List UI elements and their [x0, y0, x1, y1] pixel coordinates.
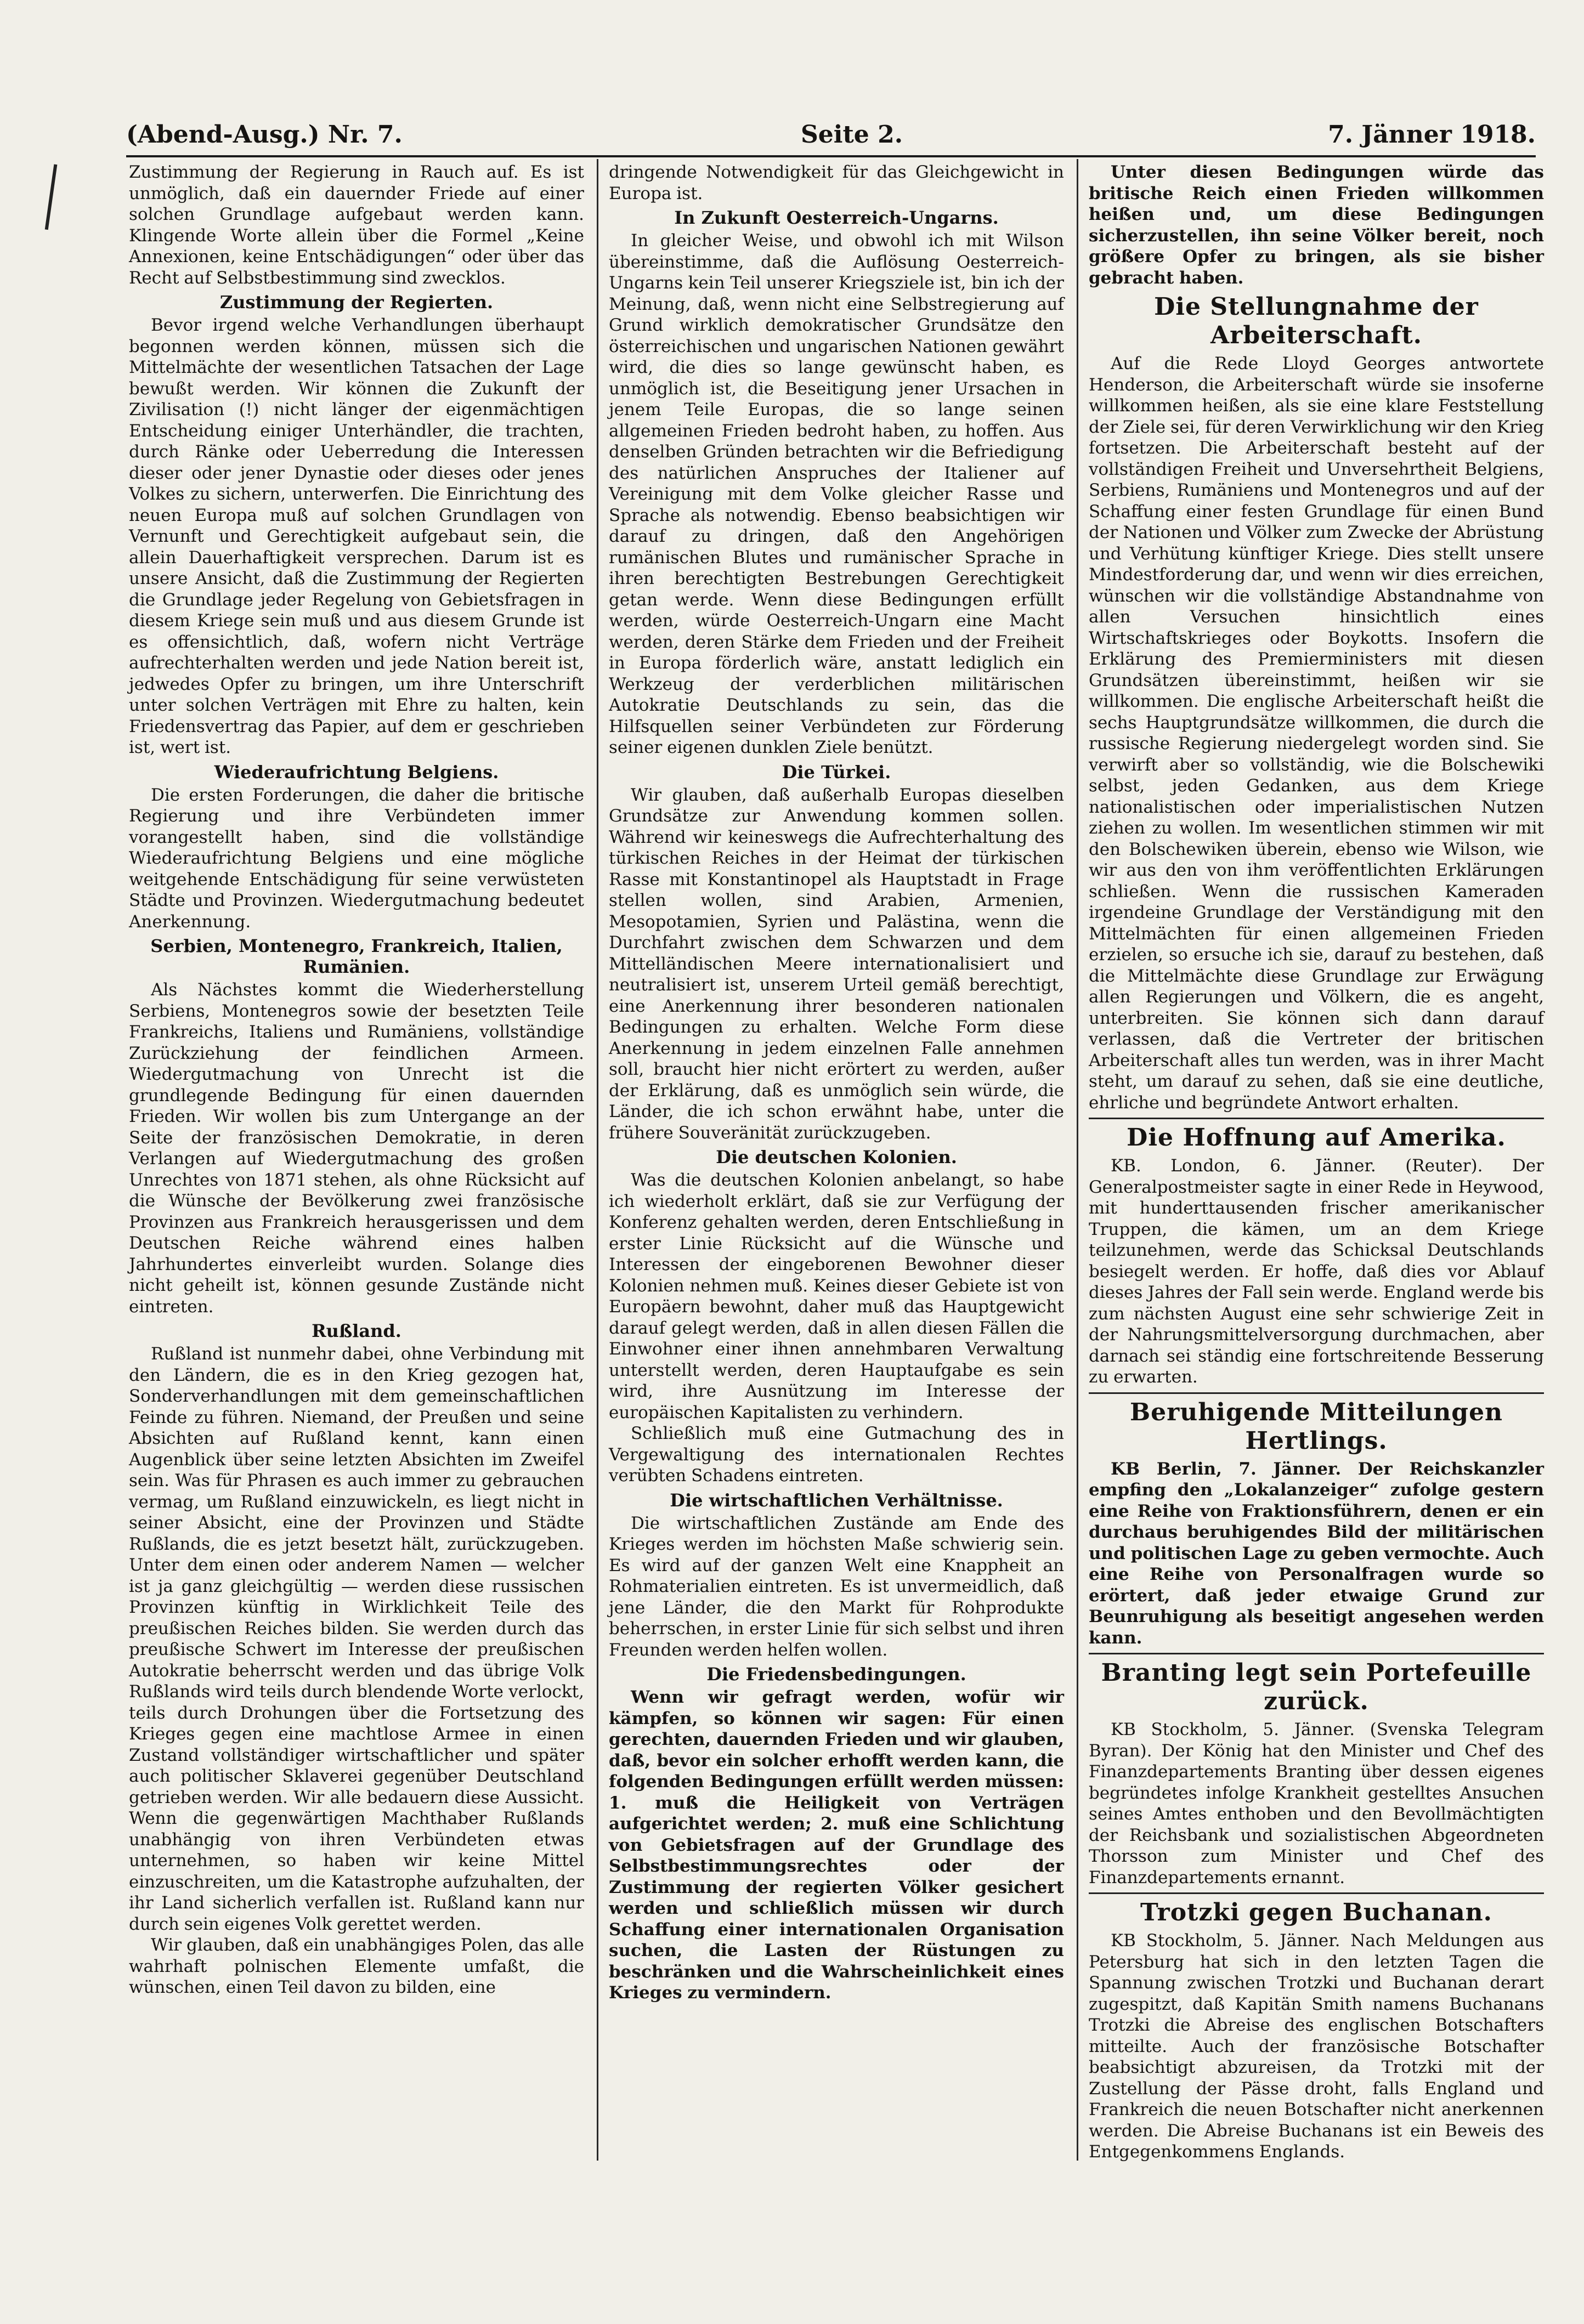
issue-label: (Abend-Ausg.) Nr. 7. — [126, 121, 403, 149]
page-header — [126, 115, 1536, 154]
section-heading: Die deutschen Kolonien. — [716, 1147, 957, 1167]
paragraph-bold: KB Berlin, 7. Jänner. Der Reichskanzler empfing den „Lokalanzeiger“ zufolge gestern eine Reihe von Fraktionsführern, denen er ein durchaus beruhigendes Bild der militärischen und politischen Lage zu geben vermochte. Auch eine Reihe von Personalfragen wurde so erörtert, daß jeder etwaige Grund zur Beunruhigung als beseitigt angesehen werden kann. — [1089, 1459, 1544, 1648]
paragraph: Die ersten Forderungen, die daher die britische Regierung und ihre Verbündeten immer vorangestellt haben, sind die vollständige Wiederaufrichtung Belgiens und eine mögliche weitgehende Entschädigung für seine verwüsteten Städte und Provinzen. Wiedergutmachung bedeutet Anerkennung. — [129, 785, 584, 932]
paragraph: Zustimmung der Regierung in Rauch auf. Es ist unmöglich, daß ein dauernder Friede auf einer solchen Grundlage aufgebaut werden kann. Klingende Worte allein über die Formel „Keine Annexionen, keine Entschädigungen“ oder über das Recht auf Selbstbestimmung sind zwecklos. — [129, 162, 584, 288]
section-heading: In Zukunft Oesterreich-Ungarns. — [674, 207, 999, 228]
section-heading: Serbien, Montenegro, Frankreich, Italien, Rumänien. — [150, 936, 563, 977]
section-heading: Die wirtschaftlichen Verhältnisse. — [670, 1489, 1003, 1511]
paragraph: Wir glauben, daß ein unabhängiges Polen, das alle wahrhaft polnischen Elemente umfaßt, die wünschen, einen Teil davon zu bilden, eine — [129, 1935, 584, 1997]
article-headline: Beruhigende Mitteilungen Hertlings. — [1089, 1392, 1544, 1455]
section-heading: Zustimmung der Regierten. — [219, 292, 494, 313]
paragraph-bold: Wenn wir gefragt werden, wofür wir kämpfen, so können wir sagen: Für einen gerechten, dauernden Frieden und wir glauben, daß, bevor ein solcher erhofft werden kann, die folgenden Bedingungen erfüllt werden müssen: 1. muß die Heiligkeit von Verträgen aufgerichtet werden; 2. muß eine Schlichtung von Gebietsfragen auf der Grundlage des Selbstbestimmungsrechtes oder der Zustimmung der regierten Völker gesichert werden und schließlich müssen wir durch Schaffung einer internationalen Organisation suchen, die Lasten der Rüstungen zu beschränken und die Wahrscheinlichkeit eines Krieges zu vermindern. — [609, 1687, 1064, 2003]
paragraph: Was die deutschen Kolonien anbelangt, so habe ich wiederholt erklärt, daß sie zur Verfügung der Konferenz gehalten werden, deren Entschließung in erster Linie Rücksicht auf die Wünsche und Interessen der eingeborenen Bewohner dieser Kolonien nehmen muß. Keines dieser Gebiete ist von Europäern bewohnt, daher muß das Hauptgewicht darauf gelegt werden, daß in allen diesen Fällen die Einwohner einer ihnen annehmbaren Verwaltung unterstellt werden, deren Hauptaufgabe es sein wird, ihre Ausnützung im Interesse der europäischen Kapitalisten zu verhindern. — [609, 1170, 1064, 1422]
section-heading: Wiederaufrichtung Belgiens. — [214, 761, 499, 783]
paragraph-bold: Unter diesen Bedingungen würde das britische Reich einen Frieden willkommen heißen und, um diese Bedingungen sicherzustellen, ihn seine Völker bereit, noch größere Opfer zu bringen, als sie bisher gebracht haben. — [1089, 162, 1544, 288]
paragraph: Auf die Rede Lloyd Georges antwortete Henderson, die Arbeiterschaft würde sie insoferne willkommen heißen, als sie eine klare Feststellung der Ziele sei, für deren Verwirklichung wir den Krieg fortsetzen. Die Arbeiterschaft besteht auf der vollständigen Freiheit und Unversehrtheit Belgiens, Serbiens, Rumäniens und Montenegros und auf der Schaffung einer festen Grundlage für einen Bund der Nationen und Völker zum Zwecke der Abrüstung und Verhütung künftiger Kriege. Dies stellt unsere Mindestforderung dar, und wenn wir dies erreichen, wünschen wir die vollständige Abstandnahme von allen Versuchen hinsichtlich eines Wirtschaftskrieges oder Boykotts. Insofern die Erklärung des Premierministers mit diesen Grundsätzen übereinstimmt, heißen wir sie willkommen. Die englische Arbeiterschaft heißt die sechs Hauptgrundsätze willkommen, die durch die russische Regierung niedergelegt worden sind. Sie verwirft aber so vollständig, wie die Bolschewiki selbst, jeden Gedanken, aus dem Kriege nationalistischen oder imperialistischen Nutzen ziehen zu wollen. Im wesentlichen stimmen wir mit den Bolschewiken überein, ebenso wie Wilson, wie wir aus den von ihm veröffentlichten Erklärungen schließen. Wenn die russischen Kameraden irgendeine Grundlage der Verständigung mit den Mittelmächten für einen allgemeinen Frieden erzielen, so ersuche ich sie, darauf zu bestehen, daß die Mittelmächte diese Grundlage zur Erwägung allen Regierungen und Völkern, die es angeht, unterbreiten. Sie können sich dann darauf verlassen, daß die Vertreter der britischen Arbeiterschaft alles tun werden, was in ihrer Macht steht, um darauf zu sehen, daß sie eine deutliche, ehrliche und begründete Antwort erhalten. — [1089, 354, 1544, 1113]
paragraph: Wir glauben, daß außerhalb Europas dieselben Grundsätze zur Anwendung kommen sollen. Während wir keineswegs die Aufrechterhaltung des türkischen Reiches in der Heimat der türkischen Rasse mit Konstantinopel als Hauptstadt in Frage stellen wollen, sind Arabien, Armenien, Mesopotamien, Syrien und Palästina, wenn die Durchfahrt zwischen dem Schwarzen und dem Mittelländischen Meere internationalisiert und neutralisiert ist, unserem Urteil gemäß berechtigt, eine Anerkennung ihrer besonderen nationalen Bedingungen zu erhalten. Welche Form diese Anerkennung in jedem einzelnen Falle annehmen soll, braucht hier nicht erörtert zu werden, außer der Erklärung, daß es unmöglich sein würde, die Länder, die ich schon erwähnt habe, unter die frühere Souveränität zurückzugeben. — [609, 785, 1064, 1143]
paragraph: KB. London, 6. Jänner. (Reuter). Der Generalpostmeister sagte in einer Rede in Heywood, mit hunderttausenden frischer amerikanischer Truppen, die kämen, um an dem Kriege teilzunehmen, werde das Schicksal Deutschlands besiegelt werden. Er hoffe, daß dies vor Ablauf dieses Jahres der Fall sein werde. England werde bis zum nächsten August eine sehr schwierige Zeit in der Nahrungsmittelversorgung durchmachen, aber darnach sei ständig eine fortschreitende Besserung zu erwarten. — [1089, 1156, 1544, 1387]
paragraph: Die wirtschaftlichen Zustände am Ende des Krieges werden im höchsten Maße schwierig sein. Es wird auf der ganzen Welt eine Knappheit an Rohmaterialien eintreten. Es ist unvermeidlich, daß jene Länder, die den Markt für Rohprodukte beherrschen, in erster Linie für sich selbst und ihren Freunden werden helfen wollen. — [609, 1513, 1064, 1660]
page-number: Seite 2. — [801, 121, 903, 149]
column-rule-2 — [1077, 159, 1078, 2161]
section-heading: Die Friedensbedingungen. — [706, 1664, 966, 1685]
paragraph: Bevor irgend welche Verhandlungen überhaupt begonnen werden können, müssen sich die Mittelmächte der wesentlichen Tatsachen der Lage bewußt werden. Wir können die Zukunft der Zivilisation (!) nicht länger der eigenmächtigen Entscheidung einiger Unterhändler, die trachten, durch Ränke oder Ueberredung die Interessen dieser oder jener Dynastie oder dieses oder jenes Volkes zu sichern, unterwerfen. Die Einrichtung des neuen Europa muß auf solchen Grundlagen von Vernunft und Gerechtigkeit aufgebaut sein, die allein Dauerhaftigkeit versprechen. Darum ist es unsere Ansicht, daß die Zustimmung der Regierten die Grundlage jeder Regelung von Gebietsfragen in diesem Kriege sein muß und aus diesem Grunde ist es offensichtlich, daß, wofern nicht Verträge aufrechterhalten werden und jede Nation bereit ist, jedwedes Opfer zu bringen, um ihre Unterschrift unter solchen Verträgen mit Ehre zu halten, kein Friedensvertrag das Papier, auf dem er geschrieben ist, wert ist. — [129, 315, 584, 757]
paragraph: Schließlich muß eine Gutmachung des in Vergewaltigung des internationalen Rechtes verübten Schadens eintreten. — [609, 1424, 1064, 1486]
paragraph: In gleicher Weise, und obwohl ich mit Wilson übereinstimme, daß die Auflösung Oesterreich-Ungarns kein Teil unserer Kriegsziele ist, bin ich der Meinung, daß, wenn nicht eine Selbstregierung auf Grund wirklich demokratischer Grundsätze den österreichischen und ungarischen Nationen gewährt wird, die dies so lange gewünscht haben, es unmöglich ist, die Beseitigung jener Ursachen in jenem Teile Europas, die so lange seinen allgemeinen Frieden bedroht haben, zu hoffen. Aus denselben Gründen betrachten wir die Befriedigung des natürlichen Anspruches der Italiener auf Vereinigung mit dem Volke gleicher Rasse und Sprache als notwendig. Ebenso beabsichtigen wir darauf zu dringen, daß den Angehörigen rumänischen Blutes und rumänischer Sprache in ihren berechtigten Bestrebungen Gerechtigkeit getan werde. Wenn diese Bedingungen erfüllt werden, würde Oesterreich-Ungarn eine Macht werden, deren Stärke dem Frieden und der Freiheit in Europa förderlich wäre, anstatt lediglich ein Werkzeug der verderblichen militärischen Autokratie Deutschlands zu sein, das die Hilfsquellen seiner Verbündeten zur Förderung seiner eigenen dunklen Ziele benützt. — [609, 231, 1064, 757]
margin-pencil-mark — [45, 164, 63, 230]
issue-date: 7. Jänner 1918. — [1328, 121, 1536, 149]
article-headline: Die Hoffnung auf Amerika. — [1089, 1118, 1544, 1152]
section-heading: Rußland. — [312, 1320, 401, 1341]
column-1 — [129, 162, 584, 1998]
paragraph: dringende Notwendigkeit für das Gleichgewicht in Europa ist. — [609, 162, 1064, 203]
column-2 — [609, 162, 1064, 2004]
header-rule — [126, 155, 1536, 157]
article-headline: Branting legt sein Portefeuille zurück. — [1089, 1653, 1544, 1716]
column-rule-1 — [597, 159, 598, 2161]
article-headline: Trotzki gegen Buchanan. — [1089, 1892, 1544, 1927]
paragraph: KB Stockholm, 5. Jänner. (Svenska Telegram Byran). Der König hat den Minister und Chef des Finanzdepartements Branting über dessen eigenes begründetes infolge Krankheit gestelltes Ansuchen seines Amtes enthoben und den Bevollmächtigten der Reichsbank und sozialistischen Abgeordneten Thorsson zum Minister und Chef des Finanzdepartements ernannt. — [1089, 1720, 1544, 1887]
section-heading: Die Türkei. — [782, 761, 891, 783]
column-3 — [1089, 162, 1544, 2163]
paragraph: KB Stockholm, 5. Jänner. Nach Meldungen aus Petersburg hat sich in den letzten Tagen die Spannung zwischen Trotzki und Buchanan derart zugespitzt, daß Kapitän Smith namens Buchanans Trotzki die Abreise des englischen Botschafters mitteilte. Auch der französische Botschafter beabsichtigt abzureisen, da Trotzki mit der Zustellung der Pässe droht, falls England und Frankreich die neuen Botschafter nicht anerkennen werden. Die Abreise Buchanans ist ein Beweis des Entgegenkommens Englands. — [1089, 1931, 1544, 2162]
paragraph: Als Nächstes kommt die Wiederherstellung Serbiens, Montenegros sowie der besetzten Teile Frankreichs, Italiens und Rumäniens, vollständige Zurückziehung der feindlichen Armeen. Wiedergutmachung von Unrecht ist die grundlegende Bedingung für einen dauernden Frieden. Wir wollen bis zum Untergange an der Seite der französischen Demokratie, in deren Verlangen auf Wiedergutmachung des großen Unrechtes von 1871 stehen, als ohne Rücksicht auf die Wünsche der Bevölkerung zwei französische Provinzen aus Frankreich herausgerissen und dem Deutschen Reiche während eines halben Jahrhundertes einverleibt wurden. Solange dies nicht geheilt ist, können gesunde Zustände nicht eintreten. — [129, 980, 584, 1317]
article-headline: Die Stellungnahme der Arbeiterschaft. — [1154, 293, 1479, 349]
paragraph: Rußland ist nunmehr dabei, ohne Verbindung mit den Ländern, die es in den Krieg gezogen hat, Sonderverhandlungen mit dem gemeinschaftlichen Feinde zu führen. Niemand, der Preußen und seine Absichten auf Rußland kennt, kann einen Augenblick über seine letzten Absichten im Zweifel sein. Was für Phrasen es auch immer zu gebrauchen vermag, um Rußland einzuwickeln, es liegt nicht in seiner Absicht, eine der Provinzen und Städte Rußlands, die es jetzt besetzt hält, zurückzugeben. Unter dem einen oder anderem Namen — welcher ist ja ganz gleichgültig — werden diese russischen Provinzen künftig in Wirklichkeit Teile des preußischen Reiches bilden. Sie werden durch das preußische Schwert im Interesse der preußischen Autokratie beherrscht werden und das übrige Volk Rußlands wird teils durch blendende Worte verlockt, teils durch Drohungen über die Fortsetzung des Krieges gegen eine machtlose Armee in einen Zustand vollständiger wirtschaftlicher und später auch politischer Sklaverei gegenüber Deutschland getrieben werden. Wir alle bedauern diese Aussicht. Wenn die gegenwärtigen Machthaber Rußlands unabhängig von ihren Verbündeten etwas unternehmen, so haben wir keine Mittel einzuschreiten, um die Katastrophe aufzuhalten, der ihr Land sicherlich verfallen ist. Rußland kann nur durch sein eigenes Volk gerettet werden. — [129, 1344, 584, 1934]
